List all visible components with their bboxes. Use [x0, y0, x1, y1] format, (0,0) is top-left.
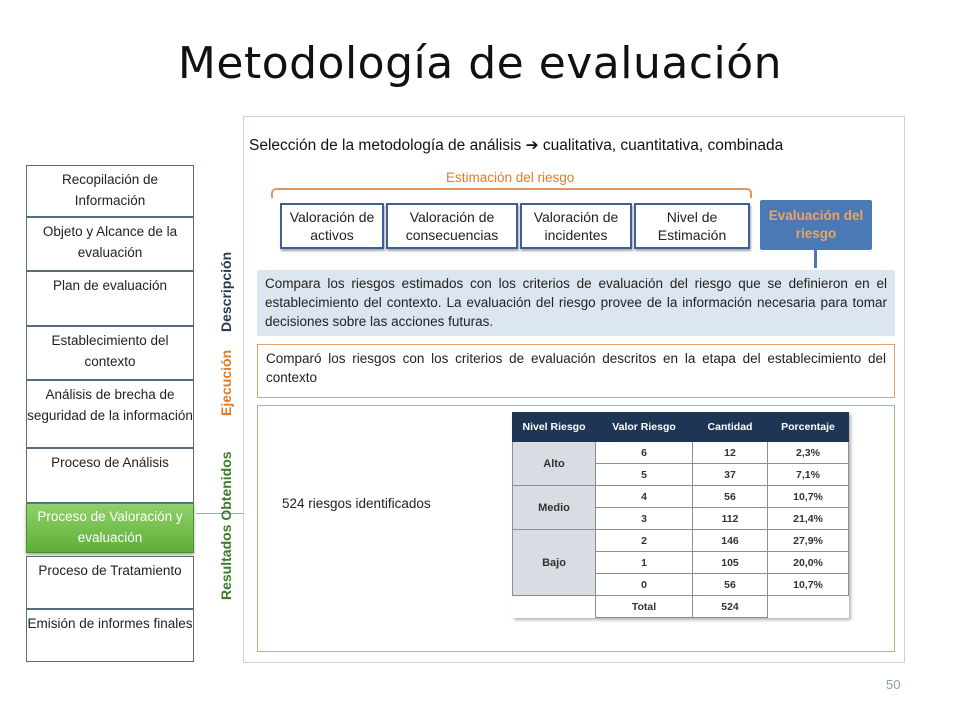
count-cell: 56	[693, 574, 768, 596]
col-cantidad: Cantidad	[693, 413, 768, 442]
level-cell: Alto	[513, 442, 596, 486]
table-total-row	[513, 596, 849, 618]
value-cell: 4	[596, 486, 693, 508]
box-nivel-estimacion: Nivel de Estimación	[634, 203, 750, 249]
col-valor-riesgo: Valor Riesgo	[596, 413, 693, 442]
box-valoracion-incidentes: Valoración de incidentes	[520, 203, 632, 249]
count-cell: 56	[693, 486, 768, 508]
count-cell: 37	[693, 464, 768, 486]
page-title: Metodología de evaluación	[177, 38, 783, 89]
col-nivel-riesgo: Nivel Riesgo	[513, 413, 596, 442]
estimation-bracket	[271, 188, 752, 198]
count-cell: 105	[693, 552, 768, 574]
value-cell: 3	[596, 508, 693, 530]
percent-cell: 10,7%	[768, 486, 849, 508]
vertical-labels	[218, 238, 238, 600]
step-objeto-alcance[interactable]: Objeto y Alcance de la evaluación	[26, 217, 194, 271]
label-descripcion: Descripción	[218, 251, 234, 332]
empty-cell	[513, 596, 596, 618]
step-valoracion-evaluacion[interactable]: Proceso de Valoración y evaluación	[26, 503, 194, 553]
step-tratamiento[interactable]: Proceso de Tratamiento	[26, 556, 194, 609]
box-evaluacion-riesgo: Evaluación del riesgo	[760, 200, 872, 250]
step-analisis[interactable]: Proceso de Análisis	[26, 448, 194, 503]
table-header-row	[513, 413, 849, 442]
description-box: Compara los riesgos estimados con los criterios de evaluación del riesgo que se definieron en el establecimiento del contexto. La evaluación del riesgo provee de la información necesaria para tomar decisiones sobre las acciones futuras.	[257, 270, 895, 336]
page-number: 50	[886, 677, 901, 692]
percent-cell: 21,4%	[768, 508, 849, 530]
count-cell: 146	[693, 530, 768, 552]
step-informes[interactable]: Emisión de informes finales	[26, 609, 194, 662]
step-plan[interactable]: Plan de evaluación	[26, 271, 194, 326]
percent-cell: 10,7%	[768, 574, 849, 596]
level-cell: Medio	[513, 486, 596, 530]
table-row	[513, 530, 849, 552]
value-cell: 5	[596, 464, 693, 486]
step-analisis-brecha[interactable]: Análisis de brecha de seguridad de la información	[26, 380, 194, 448]
box-valoracion-consecuencias: Valoración de consecuencias	[386, 203, 518, 249]
table-row	[513, 486, 849, 508]
percent-cell: 7,1%	[768, 464, 849, 486]
percent-cell: 2,3%	[768, 442, 849, 464]
empty-cell	[768, 596, 849, 618]
step-recopilacion[interactable]: Recopilación de Información	[26, 165, 194, 217]
total-label: Total	[596, 596, 693, 618]
count-cell: 112	[693, 508, 768, 530]
step-contexto[interactable]: Establecimiento del contexto	[26, 326, 194, 380]
table-row	[513, 442, 849, 464]
value-cell: 2	[596, 530, 693, 552]
risk-table	[512, 412, 849, 618]
total-value: 524	[693, 596, 768, 618]
percent-cell: 20,0%	[768, 552, 849, 574]
level-cell: Bajo	[513, 530, 596, 596]
count-cell: 12	[693, 442, 768, 464]
evaluation-connector	[814, 250, 817, 268]
execution-box: Comparó los riesgos con los criterios de evaluación descritos en la etapa del establecimiento del contexto	[257, 344, 895, 398]
label-ejecucion: Ejecución	[218, 349, 234, 416]
value-cell: 6	[596, 442, 693, 464]
col-porcentaje: Porcentaje	[768, 413, 849, 442]
value-cell: 1	[596, 552, 693, 574]
value-cell: 0	[596, 574, 693, 596]
estimation-label: Estimación del riesgo	[446, 170, 575, 185]
methodology-selection: Selección de la metodología de análisis ➔ cualitativa, cuantitativa, combinada	[249, 137, 784, 154]
box-valoracion-activos: Valoración de activos	[280, 203, 384, 249]
percent-cell: 27,9%	[768, 530, 849, 552]
results-summary: 524 riesgos identificados	[282, 496, 431, 511]
label-resultados: Resultados Obtenidos	[218, 451, 234, 600]
